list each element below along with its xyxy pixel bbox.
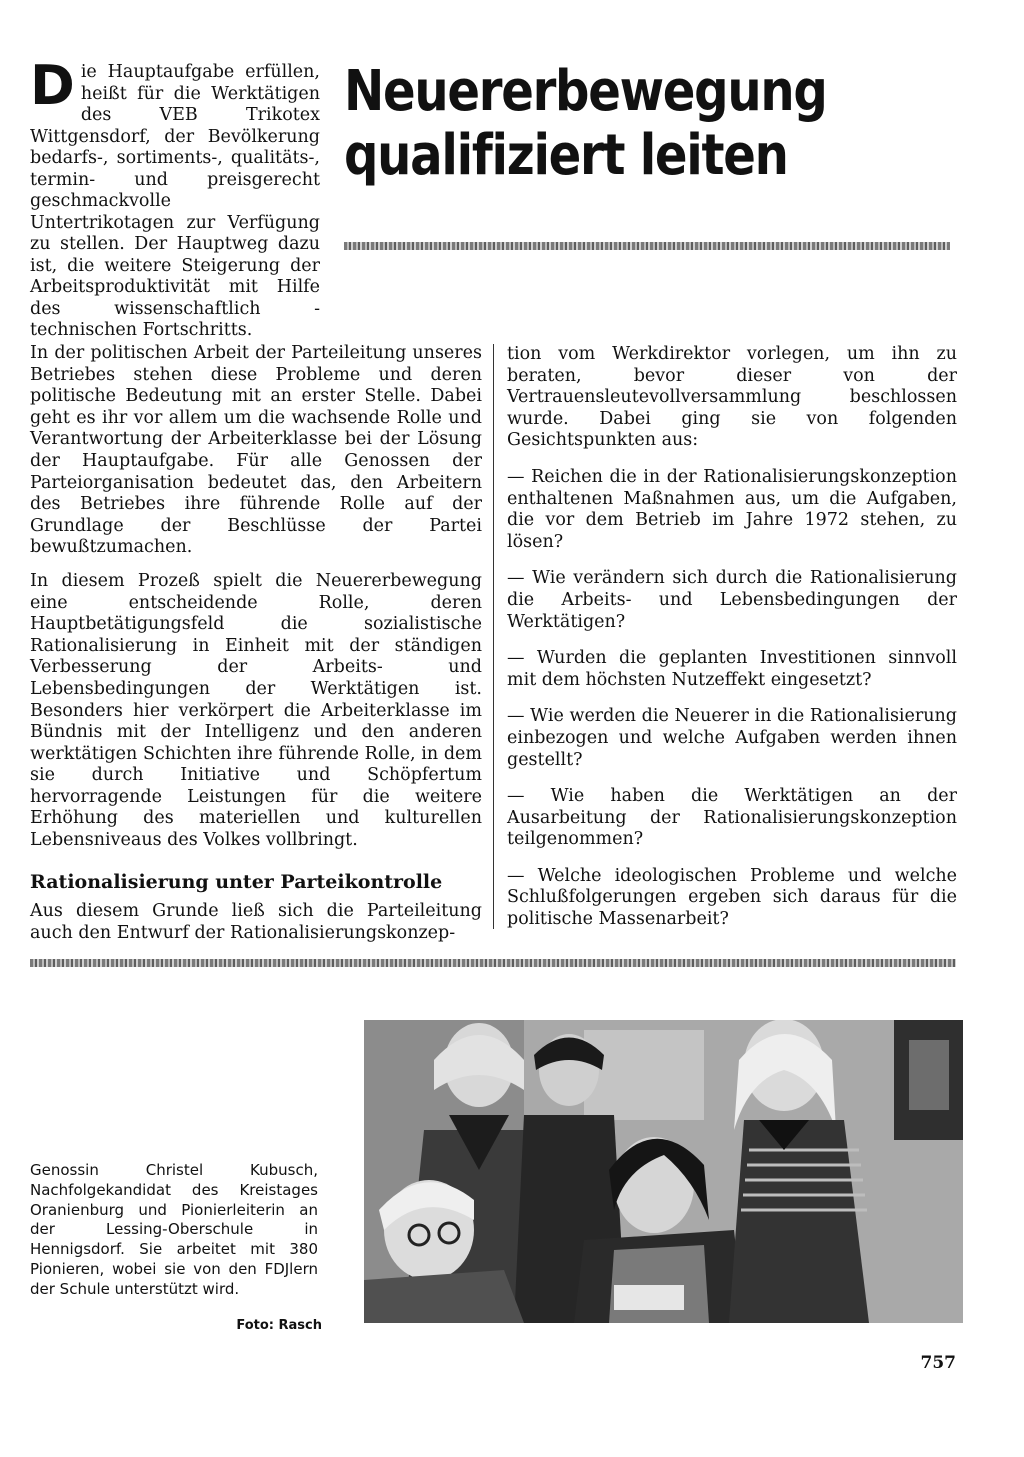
column-divider <box>493 344 494 929</box>
photo-credit: Foto: Rasch <box>236 1318 322 1333</box>
section-rule <box>30 959 956 967</box>
question-item: — Wurden die geplanten Investitionen sinnvoll mit dem höchsten Nutzeffekt eingesetzt? <box>507 648 957 690</box>
lead-paragraph <box>30 54 320 342</box>
question-item: — Wie verändern sich durch die Rationalisierung die Arbeits- und Lebensbedingungen der Werktätigen? <box>507 568 957 632</box>
question-item: — Welche ideologischen Probleme und welche Schlußfolgerungen ergeben sich daraus für die politische Massenarbeit? <box>507 865 957 930</box>
section-subheading: Rationalisierung unter Parteikontrolle <box>30 870 443 893</box>
right-column <box>507 344 957 946</box>
paragraph: In diesem Prozeß spielt die Neuererbewegung eine entscheidende Rolle, deren Hauptbetätigungsfeld die sozialistische Rationalisierung in Einheit mit der ständigen Verbesserung der Arbeits- und Lebensbedingungen der Werktätigen ist. Besonders hier verkörpert die Arbeiterklasse im Bündnis mit der Intelligenz und den anderen werktätigen Schichten ihre führende Rolle, in dem sie durch Initiative und Schöpfertum hervorragende Leistungen für die weitere Erhöhung des materiellen und kulturellen Lebensniveaus des Volkes vollbringt. <box>30 570 482 851</box>
photo-illustration <box>364 1020 963 1323</box>
paragraph: tion vom Werkdirektor vorlegen, um ihn zu beraten, bevor dieser von der Vertrauensleutevollversammlung beschlossen wurde. Dabei ging sie von folgenden Gesichtspunkten aus: <box>507 344 957 451</box>
drop-cap: D <box>30 54 75 117</box>
lead-text: ie Hauptaufgabe erfüllen, heißt für die Werktätigen des VEB Trikotex Wittgensdorf, der Bevölkerung bedarfs-, sortiments-, qualitäts-, termin- und preisgerecht geschmackvolle Untertrikotagen zur Verfügung zu stellen. Der Hauptweg dazu ist, die weitere Steigerung der Arbeitsproduktivität mit Hilfe des wissenschaftlich - technischen Fortschritts. <box>30 62 320 340</box>
photo-caption: Genossin Christel Kubusch, Nachfolgekandidat des Kreistages Oranienburg und Pionierleiterin an der Lessing-Oberschule in Hennigsdorf. Sie arbeitet mit 380 Pionieren, wobei sie von den FDJlern der Schule unterstützt wird. <box>30 1161 318 1298</box>
page-number: 757 <box>920 1353 956 1373</box>
question-item: — Wie werden die Neuerer in die Rationalisierung einbezogen und welche Aufgaben werden ihnen gestellt? <box>507 706 957 770</box>
article-headline <box>344 60 877 188</box>
question-item: — Wie haben die Werktätigen an der Ausarbeitung der Rationalisierungskonzeption teilgenommen? <box>507 786 957 850</box>
headline-rule <box>344 242 950 250</box>
group-photo <box>364 1020 963 1323</box>
paragraph: In der politischen Arbeit der Parteileitung unseres Betriebes stehen diese Probleme und deren politische Bedeutung mit an erster Stelle. Dabei geht es ihr vor allem um die wachsende Rolle und Verantwortung der Arbeiterklasse bei der Lösung der Hauptaufgabe. Für alle Genossen der Parteiorganisation bedeutet das, den Arbeitern des Betriebes ihre führende Rolle auf der Grundlage der Beschlüsse der Partei bewußtzumachen. <box>30 343 482 558</box>
paragraph: Aus diesem Grunde ließ sich die Parteileitung auch den Entwurf der Rationalisierungskonzep- <box>30 901 482 943</box>
headline-line-2: qualifiziert leiten <box>344 123 788 188</box>
headline-line-1: Neuererbewegung <box>344 59 827 124</box>
left-column <box>30 343 482 956</box>
question-item: — Reichen die in der Rationalisierungskonzeption enthaltenen Maßnahmen aus, um die Aufgaben, die vor dem Betrieb im Jahre 1972 stehen, zu lösen? <box>507 466 957 552</box>
